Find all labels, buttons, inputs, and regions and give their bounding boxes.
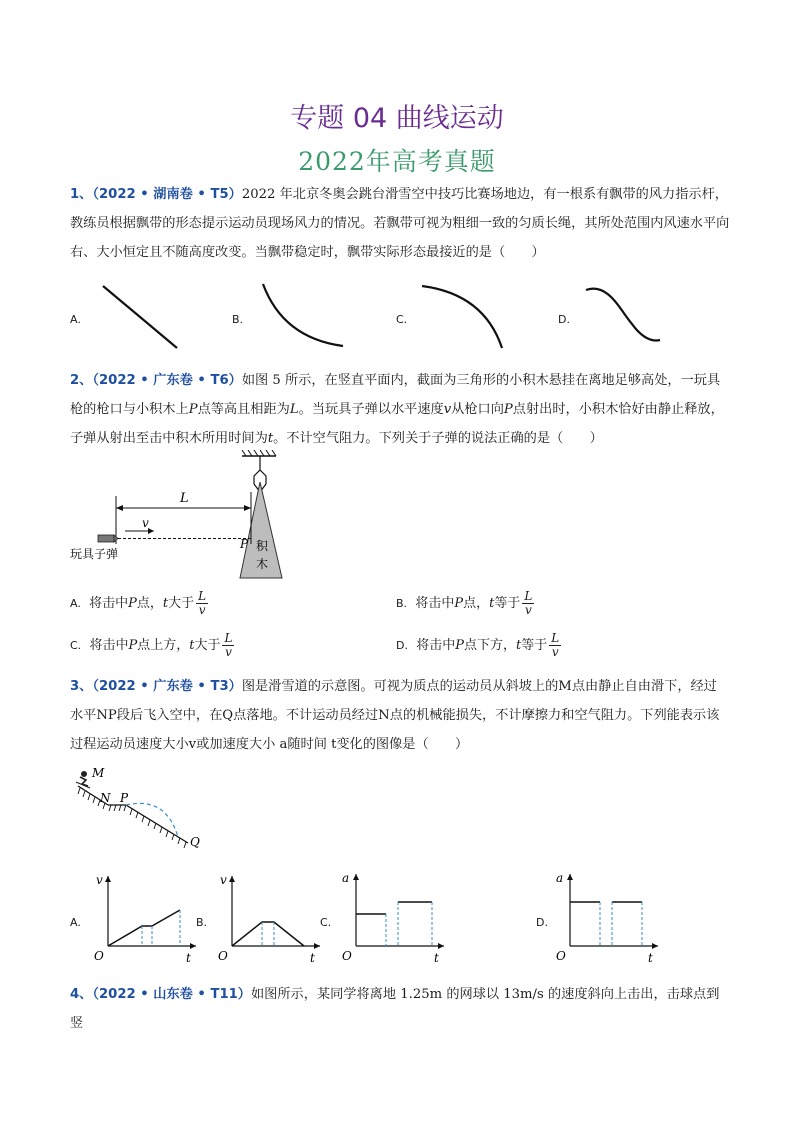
option-text: 将击中	[89, 638, 129, 653]
question-4	[70, 980, 730, 1038]
q1-option-c-label: C.	[396, 313, 408, 326]
option-letter: A.	[70, 597, 81, 610]
bullet-label: 玩具子弹	[70, 547, 119, 561]
time-t: t	[489, 596, 495, 611]
time-t: t	[162, 596, 169, 611]
option-text: 将击中	[415, 596, 455, 611]
option-text: 点上方，	[137, 638, 190, 653]
question-number: 3、	[70, 679, 93, 694]
question-number: 1、	[70, 187, 93, 202]
question-number: 4、	[70, 987, 93, 1002]
q3-graph-b	[212, 870, 324, 966]
axis-y-label: v	[220, 873, 227, 887]
point-p: P	[188, 402, 198, 417]
axis-x-label: t	[310, 951, 315, 965]
label-p: P	[120, 791, 129, 805]
numerator: L	[198, 589, 207, 603]
q3-graph-c	[336, 868, 448, 966]
q3-graph-d	[550, 868, 662, 966]
axis-x-label: t	[186, 951, 191, 965]
point-p: P	[503, 402, 513, 417]
skier-icon	[81, 771, 87, 777]
q3-option-c-label: C.	[320, 916, 332, 929]
question-2	[70, 366, 730, 453]
origin-label: O	[342, 949, 352, 963]
question-text: 点射出时，小积木恰好由静止释放，子弹从射出至击中积木所用时间为	[70, 402, 724, 446]
distance-l: L	[289, 402, 299, 417]
page-subtitle: 2022年高考真题	[298, 147, 496, 176]
question-source: （2022 • 广东卷 • T3）	[92, 679, 242, 694]
fraction	[522, 590, 534, 617]
option-relation: 等于	[494, 596, 521, 611]
axis-x-label: t	[434, 951, 439, 965]
q3-option-a-label: A.	[70, 916, 81, 929]
question-text: 2022 年北京冬奥会跳台滑雪空中技巧比赛场地边，有一根系有飘带的风力指示杆，教练员根据飘带的形态提示运动员现场风力的情况。若飘带可视为粗细一致的匀质长绳，其所处范围内风速水平向右、大小恒定且不随高度改变。当飘带稳定时，飘带实际形态最接近的是（ ）	[70, 187, 730, 260]
denominator: v	[551, 645, 559, 659]
q3-slope-figure	[70, 768, 220, 858]
option-letter: B.	[396, 597, 408, 610]
q2-option-b	[396, 590, 534, 617]
block-label-1: 积	[256, 539, 269, 553]
fraction	[549, 632, 561, 659]
q3-option-b-label: B.	[196, 916, 208, 929]
time-t: t	[189, 638, 195, 653]
q2-figure	[70, 450, 310, 585]
velocity-v-label: v	[142, 516, 149, 530]
question-source: （2022 • 湖南卷 • T5）	[92, 187, 242, 202]
question-text: 从枪口向	[451, 402, 504, 417]
numerator: L	[551, 631, 560, 645]
q1-option-b-figure	[255, 280, 355, 352]
option-relation: 大于	[168, 596, 195, 611]
option-letter: D.	[396, 639, 408, 652]
label-q: Q	[190, 835, 200, 849]
q1-option-d-label: D.	[558, 313, 570, 326]
question-text: 图是滑雪道的示意图。可视为质点的运动员从斜坡上的M点由静止自由滑下，经过水平NP段后飞入空中，在Q点落地。不计运动员经过N点的机械能损失，不计摩擦力和空气阻力。下列能表示该过程运动员速度大小v或加速度大小 a随时间 t变化的图像是（ ）	[70, 679, 720, 752]
block-label-2: 木	[256, 557, 269, 571]
point-p: P	[455, 638, 464, 653]
origin-label: O	[94, 949, 104, 963]
option-relation: 等于	[521, 638, 548, 653]
q1-option-c-figure	[418, 280, 518, 352]
page-title: 专题 04 曲线运动	[290, 103, 504, 134]
question-text: 点等高且相距为	[197, 402, 290, 417]
axis-y-label: a	[342, 871, 350, 885]
point-p: P	[128, 638, 138, 653]
question-text: 。不计空气阻力。下列关于子弹的说法正确的是（ ）	[273, 431, 603, 446]
label-m: M	[92, 768, 105, 780]
q2-option-a	[70, 590, 208, 617]
denominator: v	[198, 603, 206, 617]
point-p: P	[128, 596, 137, 611]
q3-option-d-label: D.	[536, 916, 548, 929]
axis-y-label: v	[96, 873, 103, 887]
option-letter: C.	[70, 639, 82, 652]
option-text: 点，	[136, 596, 163, 611]
option-relation: 大于	[194, 638, 221, 653]
q1-option-b-label: B.	[232, 313, 244, 326]
question-source: （2022 • 山东卷 • T11）	[92, 987, 251, 1002]
speed-v: v	[443, 402, 452, 417]
dim-l-label: L	[180, 491, 189, 506]
question-text: 如图所示，某同学将离地 1.25m 的网球以 13m/s 的速度斜向上击出，击球点到竖	[70, 987, 720, 1031]
point-p: P	[454, 596, 464, 611]
origin-label: O	[218, 949, 228, 963]
denominator: v	[524, 603, 532, 617]
q1-option-a-figure	[95, 282, 195, 352]
denominator: v	[225, 645, 232, 659]
q3-graph-a	[88, 870, 200, 966]
question-3	[70, 672, 730, 759]
option-text: 点，	[463, 596, 490, 611]
point-p-label: P	[240, 537, 249, 551]
fraction	[196, 590, 208, 617]
numerator: L	[524, 589, 533, 603]
question-1	[70, 180, 730, 267]
question-number: 2、	[70, 373, 93, 388]
axis-y-label: a	[556, 871, 564, 885]
numerator: L	[224, 631, 233, 645]
fraction	[222, 632, 234, 659]
option-text: 点下方，	[464, 638, 517, 653]
option-text: 将击中	[416, 638, 456, 653]
q2-option-d	[396, 632, 561, 659]
q1-option-d-figure	[580, 280, 680, 352]
q2-option-c	[70, 632, 234, 659]
q1-option-a-label: A.	[70, 313, 81, 326]
label-n: N	[100, 791, 111, 805]
question-source: （2022 • 广东卷 • T6）	[92, 373, 242, 388]
time-t: t	[516, 638, 522, 653]
origin-label: O	[556, 949, 566, 963]
time-t: t	[267, 431, 274, 446]
axis-x-label: t	[648, 951, 653, 965]
question-text: 如图 5 所示，在竖直平面内，截面为三角形的小积木悬挂在离地足够高处，一玩具枪的枪口与小积木上	[70, 373, 721, 417]
option-text: 将击中	[89, 596, 129, 611]
question-text: 。当玩具子弹以水平速度	[298, 402, 444, 417]
